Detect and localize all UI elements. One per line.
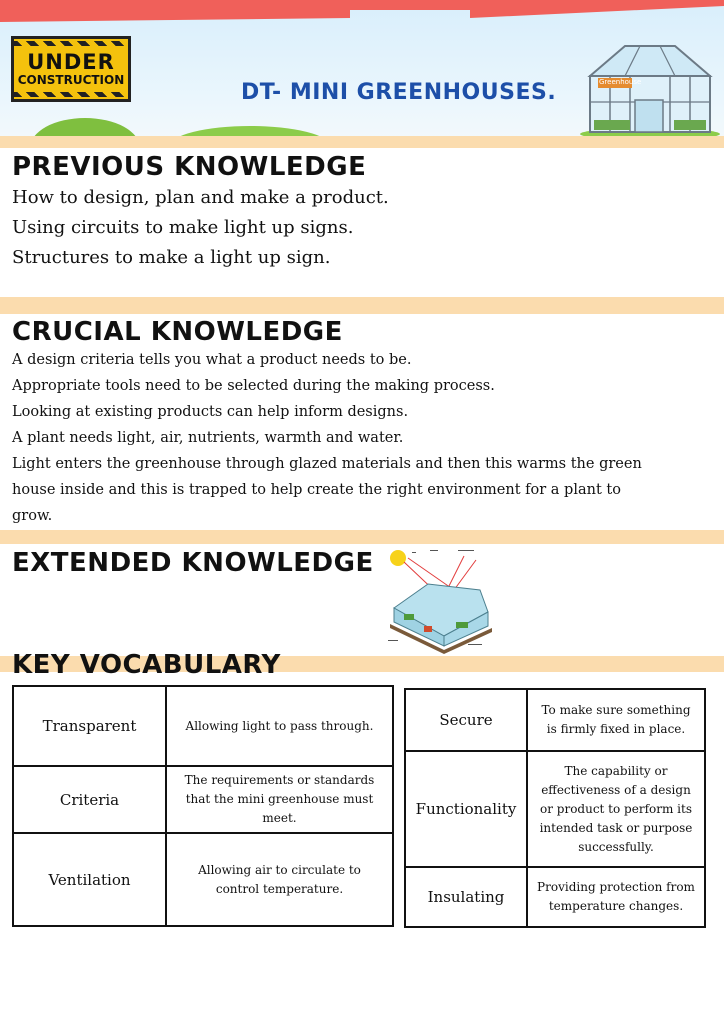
- vocab-table-right: [404, 688, 706, 928]
- vocab-definition: The requirements or standards that the mini greenhouse must meet.: [166, 766, 393, 833]
- previous-knowledge-list: [12, 183, 712, 273]
- vocab-definition: Providing protection from temperature changes.: [527, 867, 705, 927]
- divider-band-1: [0, 136, 724, 148]
- table-row: [405, 867, 705, 927]
- greenhouse-diagram: [384, 546, 496, 654]
- table-row: [405, 751, 705, 867]
- greenhouse-icon: [580, 42, 720, 140]
- previous-line: Structures to make a light up sign.: [12, 247, 331, 268]
- vocab-definition: Allowing light to pass through.: [166, 686, 393, 766]
- vocab-term: Ventilation: [13, 833, 166, 926]
- table-row: [13, 686, 393, 766]
- divider-band-3: [0, 530, 724, 544]
- vocab-term: Transparent: [13, 686, 166, 766]
- sign-line-2: CONSTRUCTION: [17, 73, 125, 87]
- previous-line: Using circuits to make light up signs.: [12, 217, 354, 238]
- roof-shape: [0, 0, 724, 32]
- crucial-line: A plant needs light, air, nutrients, warmth and water.: [12, 430, 404, 446]
- greenhouse-label: Greenhouse: [599, 78, 642, 86]
- hazard-stripe-top: [14, 41, 128, 46]
- vocab-term: Functionality: [405, 751, 527, 867]
- crucial-line: Appropriate tools need to be selected during the making process.: [12, 378, 495, 394]
- crucial-line: house inside and this is trapped to help create the right environment for a plant to: [12, 482, 621, 498]
- page-title: DT- MINI GREENHOUSES.: [241, 80, 557, 105]
- table-row: [13, 833, 393, 926]
- key-vocabulary-heading: KEY VOCABULARY: [12, 650, 281, 680]
- crucial-knowledge-list: [12, 347, 712, 529]
- crucial-line: Light enters the greenhouse through glazed materials and then this warms the green: [12, 456, 642, 472]
- vocab-term: Secure: [405, 689, 527, 751]
- crucial-knowledge-heading: CRUCIAL KNOWLEDGE: [12, 317, 343, 347]
- vocab-table-left: [12, 685, 394, 927]
- vocab-definition: The capability or effectiveness of a design or product to perform its intended task or purpose successfully.: [527, 751, 705, 867]
- crucial-line: Looking at existing products can help inform designs.: [12, 404, 409, 420]
- vocab-term: Criteria: [13, 766, 166, 833]
- vocab-term: Insulating: [405, 867, 527, 927]
- previous-line: How to design, plan and make a product.: [12, 187, 389, 208]
- hazard-stripe-bottom: [14, 92, 128, 97]
- table-row: [13, 766, 393, 833]
- under-construction-sign: [11, 36, 131, 102]
- previous-knowledge-heading: PREVIOUS KNOWLEDGE: [12, 152, 367, 182]
- crucial-line: grow.: [12, 508, 53, 524]
- vocab-definition: Allowing air to circulate to control temperature.: [166, 833, 393, 926]
- table-row: [405, 689, 705, 751]
- sign-line-1: UNDER: [27, 50, 115, 74]
- crucial-line: A design criteria tells you what a product needs to be.: [12, 352, 412, 368]
- header-banner: [0, 0, 724, 140]
- extended-knowledge-heading: EXTENDED KNOWLEDGE: [12, 548, 374, 578]
- vocab-definition: To make sure something is firmly fixed in place.: [527, 689, 705, 751]
- divider-band-2: [0, 297, 724, 314]
